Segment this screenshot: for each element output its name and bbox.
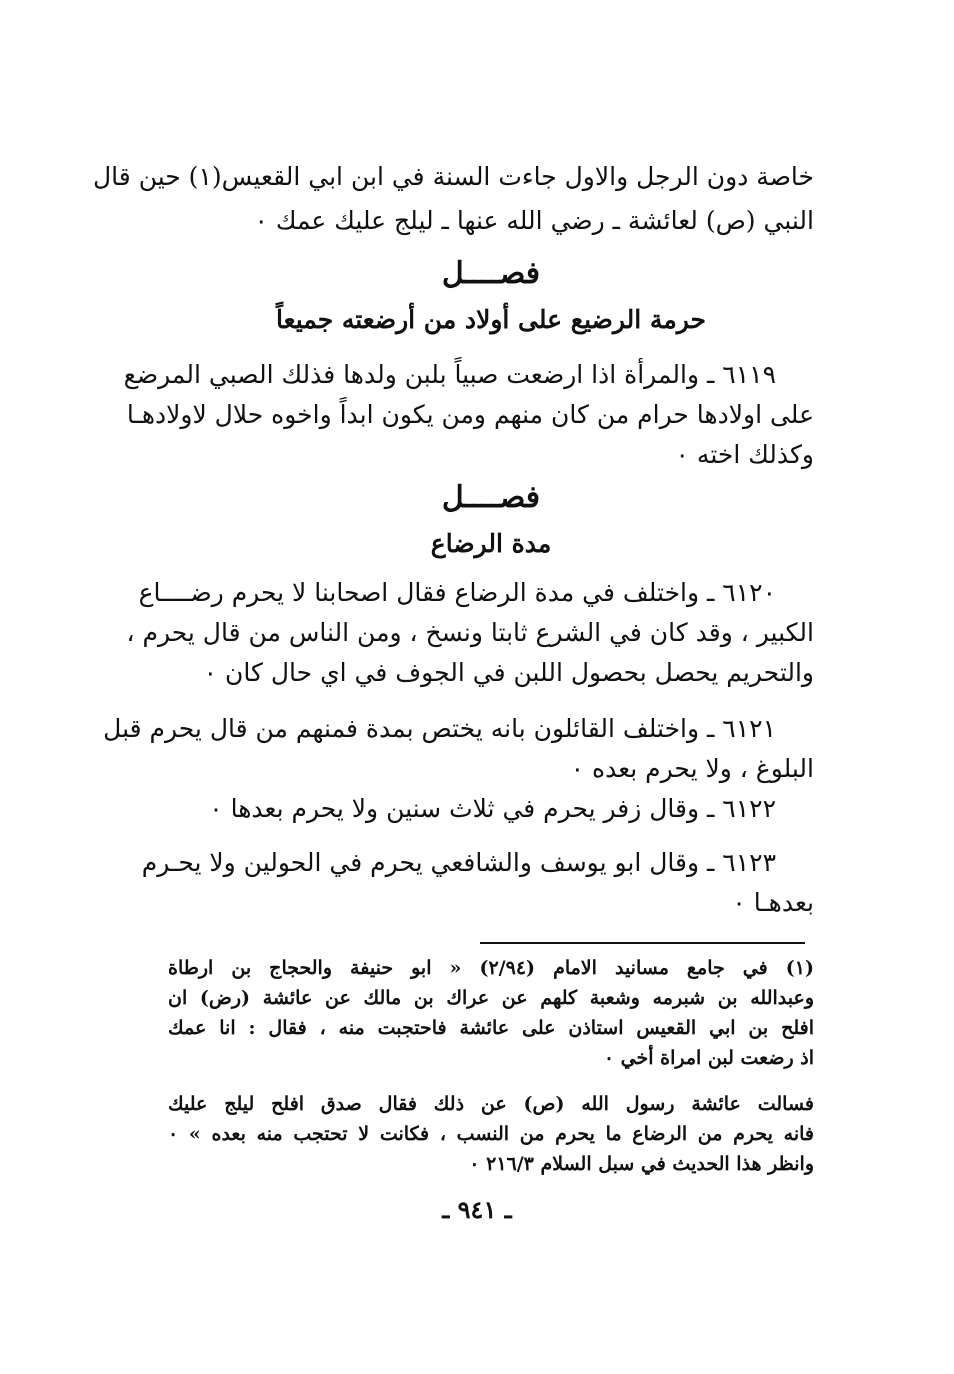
footnote-2-line-2: فانه يحرم من الرضاع ما يحرم من النسب ، فكانت لا تحتجب منه بعده » ٠ xyxy=(168,1123,814,1145)
para-6119-line-1: ٦١١٩ ـ والمرأة اذا ارضعت صبياً بلبن ولدها فذلك الصبي المرضع xyxy=(123,360,776,389)
intro-line-1: خاصة دون الرجل والاول جاءت السنة في ابن ابي القعيس(١) حين قال xyxy=(93,162,814,191)
footnote-1-line-3: افلح بن ابي القعيس استاذن على عائشة فاحتجبت منه ، فقال : انا عمك xyxy=(168,1017,814,1039)
page-number: ـ ٩٤١ ـ xyxy=(442,1195,512,1224)
para-6120-line-2: الكبير ، وقد كان في الشرع ثابتا ونسخ ، ومن الناس من قال يحرم ، xyxy=(126,618,814,647)
para-6123-line-2: بعدهـا ٠ xyxy=(732,888,814,917)
section-2-subtitle: مدة الرضاع xyxy=(430,529,552,558)
footnote-1-line-4: اذ رضعت لبن امراة أخي ٠ xyxy=(603,1047,814,1069)
footnote-2-line-1: فسالت عائشة رسول الله (ص) عن ذلك فقال صدق افلح ليلج عليك xyxy=(168,1093,814,1115)
footnote-2-line-3: وانظر هذا الحديث في سبل السلام ٢١٦/٣ ٠ xyxy=(469,1153,814,1175)
footnote-1-line-1: (١) في جامع مسانيد الامام (٢/٩٤) « ابو حنيفة والحجاج بن ارطاة xyxy=(168,957,814,979)
para-6119-line-3: وكذلك اخته ٠ xyxy=(675,440,814,469)
section-1-subtitle: حرمة الرضيع على أولاد من أرضعته جميعاً xyxy=(276,305,706,334)
section-1-title: فصــــل xyxy=(441,256,541,291)
para-6121-line-1: ٦١٢١ ـ واختلف القائلون بانه يختص بمدة فمنهم من قال يحرم قبل xyxy=(103,714,776,743)
para-6119-line-2: على اولادها حرام من كان منهم ومن يكون ابداً واخوه حلال لاولادهـا xyxy=(126,400,814,429)
para-6121-line-2: البلوغ ، ولا يحرم بعده ٠ xyxy=(570,754,814,783)
para-6122: ٦١٢٢ ـ وقال زفر يحرم في ثلاث سنين ولا يحرم بعدها ٠ xyxy=(209,794,776,823)
intro-line-2: النبي (ص) لعائشة ـ رضي الله عنها ـ ليلج عليك عمك ٠ xyxy=(254,206,814,235)
para-6123-line-1: ٦١٢٣ ـ وقال ابو يوسف والشافعي يحرم في الحولين ولا يحـرم xyxy=(141,848,776,877)
para-6120-line-3: والتحريم يحصل بحصول اللبن في الجوف في اي حال كان ٠ xyxy=(203,658,814,687)
footnote-1-line-2: وعبدالله بن شبرمه وشعبة كلهم عن عراك بن مالك عن عائشة (رض) ان xyxy=(168,987,814,1009)
para-6120-line-1: ٦١٢٠ ـ واختلف في مدة الرضاع فقال اصحابنا لا يحرم رضــــاع xyxy=(138,578,776,607)
footnote-separator xyxy=(480,942,805,944)
section-2-title: فصــــل xyxy=(441,480,541,515)
